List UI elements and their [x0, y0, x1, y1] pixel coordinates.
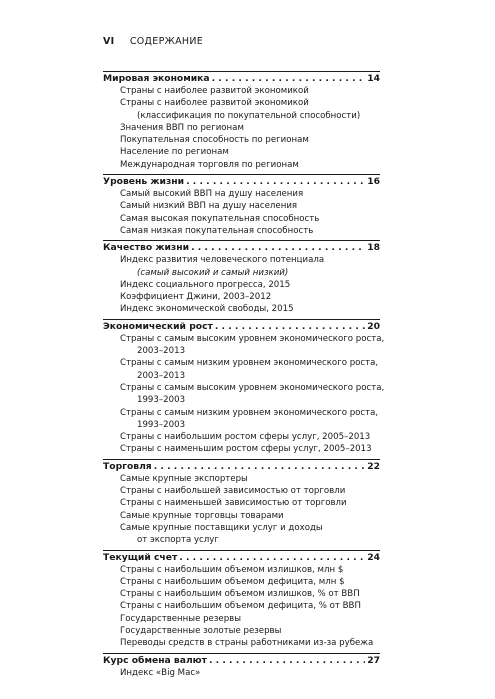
toc-entry[interactable] — [103, 485, 380, 497]
section-title: Текущий счет — [103, 551, 178, 563]
section-entries — [103, 333, 385, 456]
toc-entry[interactable] — [103, 85, 380, 97]
entry-text: Страны с наиболее развитой экономикой — [120, 98, 309, 109]
toc-entry[interactable] — [103, 291, 380, 303]
entry-continuation: (самый высокий и самый низкий) — [137, 267, 289, 278]
toc-entry[interactable] — [103, 510, 380, 522]
section-page-number: 24 — [367, 551, 380, 563]
toc-section — [103, 174, 380, 237]
entry-text: Переводы средств в страны работниками из-за рубежа — [120, 638, 374, 649]
toc-section-heading[interactable] — [103, 321, 380, 333]
section-page-number: 27 — [367, 654, 380, 666]
entry-text: Страны с наибольшим объемом излишков, млн $ — [120, 564, 344, 575]
toc-entry[interactable] — [103, 122, 380, 134]
section-entries — [103, 85, 380, 171]
section-title: Мировая экономика — [103, 73, 210, 84]
toc-entry[interactable] — [103, 333, 385, 358]
section-entries — [103, 188, 380, 237]
entry-text: Покупательная способность по регионам — [120, 135, 309, 146]
entry-text: Страны с самым низким уровнем экономического роста, — [120, 358, 379, 369]
entry-text: Государственные резервы — [120, 613, 242, 624]
entry-continuation: 2003–2013 — [137, 370, 186, 381]
toc-section — [103, 653, 380, 679]
entry-text: Самый низкий ВВП на душу населения — [120, 201, 298, 212]
entry-text: Страны с наибольшим ростом сферы услуг, 2005–2013 — [120, 432, 371, 443]
section-entries — [103, 254, 380, 315]
entry-text: Значения ВВП по регионам — [120, 122, 244, 133]
section-title: Качество жизни — [103, 242, 190, 254]
toc-entry[interactable] — [103, 97, 380, 122]
toc-entry[interactable] — [103, 213, 380, 225]
toc-entry[interactable] — [103, 588, 380, 600]
toc-entry[interactable] — [103, 407, 380, 432]
toc-section — [103, 550, 380, 650]
section-title: Торговля — [103, 460, 152, 472]
dot-leader — [154, 461, 365, 473]
entry-text: Индекс экономической свободы, 2015 — [120, 304, 294, 315]
toc-section-heading[interactable] — [103, 242, 380, 254]
toc-entry[interactable] — [103, 600, 380, 612]
toc-entry[interactable] — [103, 134, 380, 146]
entry-continuation: 1993–2003 — [137, 395, 186, 406]
toc-section-heading[interactable] — [103, 176, 380, 188]
section-entries — [103, 667, 380, 679]
entry-text: Страны с наибольшим объемом излишков, % от ВВП — [120, 589, 360, 600]
dot-leader — [186, 176, 365, 188]
dot-leader — [191, 242, 365, 254]
toc-section — [103, 319, 385, 456]
dot-leader — [212, 73, 366, 85]
entry-continuation: 2003–2013 — [137, 346, 186, 357]
entry-text: Страны с самым высоким уровнем экономического роста, — [120, 333, 385, 344]
entry-text: Самые крупные торговцы товарами — [120, 510, 284, 521]
toc-entry[interactable] — [103, 159, 380, 171]
entry-continuation: от экспорта услуг — [137, 535, 219, 546]
toc-entry[interactable] — [103, 613, 380, 625]
toc-section — [103, 240, 380, 315]
section-entries — [103, 564, 380, 650]
toc-entry[interactable] — [103, 357, 380, 382]
entry-text: Население по регионам — [120, 147, 229, 158]
section-title: Курс обмена валют — [103, 654, 207, 666]
toc-entry[interactable] — [103, 497, 380, 509]
toc-entry[interactable] — [103, 667, 380, 679]
toc-entry[interactable] — [103, 382, 385, 407]
toc-entry[interactable] — [103, 188, 380, 200]
section-page-number: 22 — [367, 460, 380, 472]
section-page-number: 20 — [367, 320, 380, 332]
entry-text: Самая высокая покупательная способность — [120, 213, 320, 224]
toc-entry[interactable] — [103, 200, 380, 212]
section-page-number: 14 — [367, 73, 380, 84]
entry-text: Страны с наименьшей зависимостью от торговли — [120, 498, 347, 509]
entry-text: Страны с самым высоким уровнем экономического роста, — [120, 382, 385, 393]
entry-text: Страны с наибольшим объемом дефицита, млн $ — [120, 576, 345, 587]
toc-entry[interactable] — [103, 225, 380, 237]
toc-entry[interactable] — [103, 431, 380, 443]
toc-section — [103, 71, 380, 171]
toc-entry[interactable] — [103, 564, 380, 576]
entry-text: Страны с самым низким уровнем экономического роста, — [120, 407, 379, 418]
entry-text: Самые крупные экспортеры — [120, 473, 248, 484]
toc-entry[interactable] — [103, 254, 380, 279]
entry-text: Страны с наиболее развитой экономикой — [120, 86, 309, 96]
entry-text: Самые крупные поставщики услуг и доходы — [120, 522, 323, 533]
section-title: Экономический рост — [103, 320, 213, 332]
entry-continuation: 1993–2003 — [137, 419, 186, 430]
section-entries — [103, 473, 380, 547]
toc-entry[interactable] — [103, 522, 380, 547]
toc-section-heading[interactable] — [103, 552, 380, 564]
table-of-contents — [103, 71, 385, 682]
entry-continuation: (классификация по покупательной способности) — [137, 110, 361, 121]
entry-text: Страны с наибольшей зависимостью от торговли — [120, 486, 346, 497]
dot-leader — [215, 321, 365, 333]
toc-section-heading[interactable] — [103, 73, 380, 85]
entry-text: Индекс «Big Mac» — [120, 667, 201, 678]
toc-section-heading[interactable] — [103, 461, 380, 473]
toc-entry[interactable] — [103, 279, 380, 291]
entry-text: Международная торговля по регионам — [120, 159, 299, 170]
entry-text: Самый высокий ВВП на душу населения — [120, 189, 304, 200]
entry-text: Индекс развития человеческого потенциала — [120, 255, 325, 266]
entry-text: Страны с наибольшим объемом дефицита, % от ВВП — [120, 601, 361, 612]
section-page-number: 18 — [367, 242, 380, 254]
entry-text: Коэффициент Джини, 2003–2012 — [120, 292, 272, 303]
entry-text: Страны с наименьшим ростом сферы услуг, 2005–2013 — [120, 444, 372, 455]
section-title: Уровень жизни — [103, 176, 185, 188]
toc-entry[interactable] — [103, 625, 380, 637]
dot-leader — [179, 552, 365, 564]
toc-entry[interactable] — [103, 637, 380, 649]
toc-section-heading[interactable] — [103, 655, 380, 667]
toc-entry[interactable] — [103, 146, 380, 158]
toc-entry[interactable] — [103, 576, 380, 588]
toc-entry[interactable] — [103, 473, 380, 485]
toc-section — [103, 459, 380, 547]
header-title: СОДЕРЖАНИЕ — [129, 36, 204, 47]
toc-entry[interactable] — [103, 443, 380, 455]
section-page-number: 16 — [367, 176, 380, 188]
dot-leader — [209, 655, 365, 667]
page-number: VI — [103, 36, 115, 47]
running-header — [103, 36, 203, 47]
entry-text: Государственные золотые резервы — [120, 625, 282, 636]
toc-entry[interactable] — [103, 303, 380, 315]
entry-text: Самая низкая покупательная способность — [120, 225, 314, 236]
entry-text: Индекс социального прогресса, 2015 — [120, 279, 291, 290]
